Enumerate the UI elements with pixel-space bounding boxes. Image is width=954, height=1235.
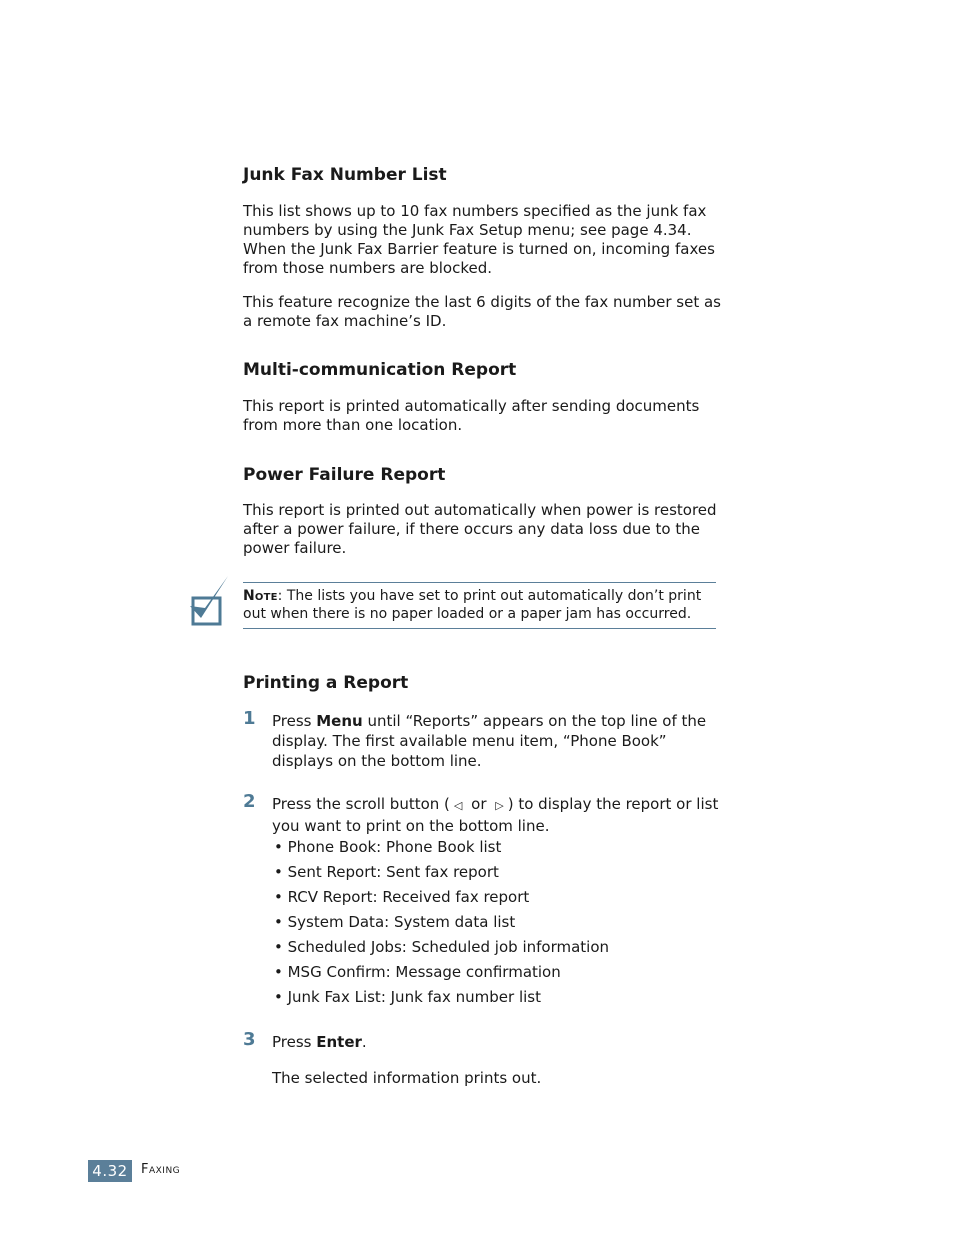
note-bottom-rule	[243, 628, 716, 629]
left-arrow-icon: ◁	[453, 799, 463, 812]
list-item: • RCV Report: Received fax report	[274, 888, 530, 906]
heading-power-failure-report: Power Failure Report	[243, 465, 446, 485]
multi-comm-paragraph: This report is printed automatically after sending documents from more than one location.	[243, 397, 700, 434]
list-item: • MSG Confirm: Message confirmation	[274, 963, 561, 981]
list-item: • Phone Book: Phone Book list	[274, 838, 502, 856]
heading-multi-communication-report: Multi-communication Report	[243, 360, 517, 380]
list-item: • Sent Report: Sent fax report	[274, 863, 499, 881]
chapter-name: Faxing	[141, 1162, 181, 1177]
page-number: 4.32	[88, 1160, 132, 1182]
step-3-number: 3	[243, 1029, 256, 1050]
enter-key-label: Enter	[316, 1033, 362, 1051]
note-checkmark-icon	[188, 574, 232, 628]
heading-junk-fax-number-list: Junk Fax Number List	[243, 165, 447, 185]
junk-fax-paragraph-2: This feature recognize the last 6 digits of the fax number set as a remote fax machine’s ID.	[243, 293, 722, 330]
note-top-rule	[243, 582, 716, 583]
step-2-number: 2	[243, 791, 256, 812]
heading-printing-a-report: Printing a Report	[243, 673, 409, 693]
step-3-text: Press Enter.	[272, 1033, 367, 1051]
step-1-text: Press Menu until “Reports” appears on the top line of the display. The first available menu item, “Phone Book” displays on the bottom line.	[272, 712, 707, 770]
step-1-number: 1	[243, 708, 256, 729]
junk-fax-paragraph-1: This list shows up to 10 fax numbers specified as the junk fax numbers by using the Junk Fax Setup menu; see page 4.34. When the Junk Fax Barrier feature is turned on, incoming faxes from those numbers are blocked.	[243, 202, 715, 277]
power-failure-paragraph: This report is printed out automatically when power is restored after a power failure, if there occurs any data loss due to the power failure.	[243, 501, 717, 557]
list-item: • Junk Fax List: Junk fax number list	[274, 988, 541, 1006]
step-3-result: The selected information prints out.	[272, 1069, 542, 1087]
menu-key-label: Menu	[316, 712, 363, 730]
note-label: Note	[243, 588, 278, 604]
note-text	[243, 587, 719, 623]
list-item: • Scheduled Jobs: Scheduled job information	[274, 938, 610, 956]
right-arrow-icon: ▷	[495, 799, 504, 812]
note-body: : The lists you have set to print out automatically don’t print out when there is no paper loaded or a paper jam has occurred.	[243, 588, 702, 622]
list-item: • System Data: System data list	[274, 913, 516, 931]
step-2-text: Press the scroll button ( ◁ or ▷ ) to display the report or list you want to print on the bottom line.	[272, 795, 719, 835]
